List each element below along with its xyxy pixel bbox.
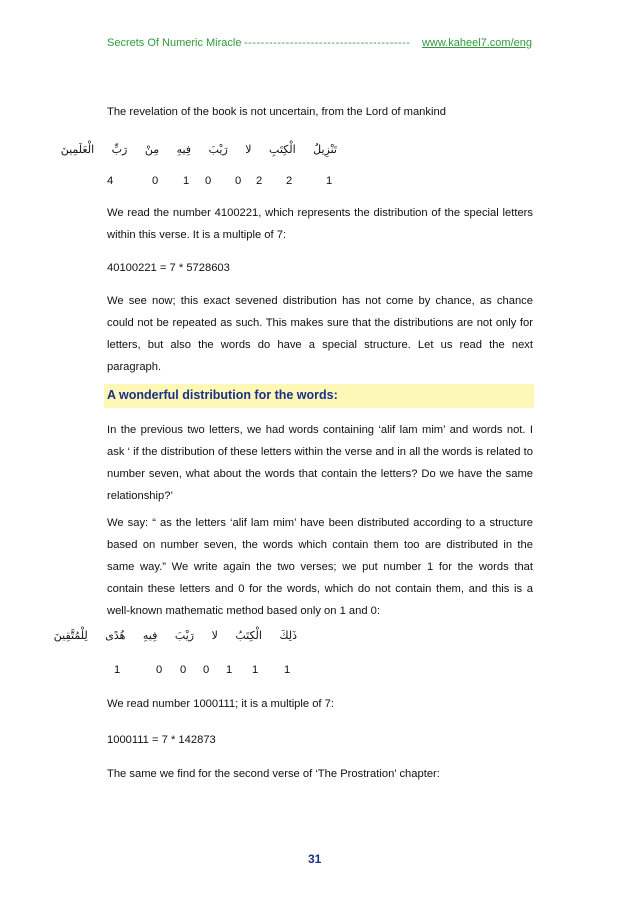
verse1-digit: 0 bbox=[235, 175, 242, 187]
verse1-digit: 0 bbox=[152, 175, 159, 187]
verse2-word-5: فِيهِ bbox=[142, 629, 158, 642]
verse2-digit: 0 bbox=[156, 664, 163, 676]
verse2-digit: 1 bbox=[226, 664, 233, 676]
verse1-digit: 2 bbox=[286, 175, 293, 187]
verse1-translation: The revelation of the book is not uncertain, from the Lord of mankind bbox=[107, 106, 446, 118]
verse2-digit: 1 bbox=[114, 664, 121, 676]
verse2-arabic bbox=[53, 629, 297, 642]
page-number: 31 bbox=[308, 852, 322, 866]
verse1-digit: 1 bbox=[326, 175, 333, 187]
paragraph-chance: We see now; this exact sevened distribution has not come by chance, as chance could not be repeated as such. This makes sure that the distributions are not only for letters, but also the words do have a special structure. Let us read the next paragraph. bbox=[107, 295, 533, 373]
verse1-word-8: الْعَلَمِينَ bbox=[60, 143, 95, 156]
verse1-digit: 1 bbox=[183, 175, 190, 187]
verse1-word-3: لا bbox=[245, 143, 252, 156]
verse1-word-1: تَنْزِيلُ bbox=[313, 143, 337, 156]
verse1-digit: 0 bbox=[205, 175, 212, 187]
paragraph-question: In the previous two letters, we had words containing ‘alif lam mim’ and words not. I ask ‘ if the distribution of these letters within the verse and in all the words is related to number seven, what about the words that contain the letters? Do we have the same relationship?’ bbox=[107, 424, 533, 502]
verse2-digit: 1 bbox=[252, 664, 259, 676]
verse1-word-4: رَيْبَ bbox=[208, 143, 228, 156]
verse2-word-6: هُدًى bbox=[105, 629, 126, 642]
verse1-word-6: مِنْ bbox=[144, 143, 160, 156]
paragraph-prostration: The same we find for the second verse of ‘The Prostration’ chapter: bbox=[107, 768, 440, 780]
verse1-arabic bbox=[60, 143, 337, 156]
paragraph-distribution: We read the number 4100221, which represents the distribution of the special letters within this verse. It is a multiple of 7: bbox=[107, 207, 533, 241]
verse1-digit: 4 bbox=[107, 175, 114, 187]
paragraph-answer: We say: “ as the letters ‘alif lam mim’ have been distributed according to a structure based on number seven, the words which contain them too are distributed in the same way.” We write again the two verses; we put number 1 for the words that contain these letters and 0 for the words, which do not contain them, and this is a well-known mathematic method based only on 1 and 0: bbox=[107, 517, 533, 617]
paragraph-multiple: We read number 1000111; it is a multiple of 7: bbox=[107, 698, 334, 710]
verse2-digit: 0 bbox=[180, 664, 187, 676]
header-title: Secrets Of Numeric Miracle bbox=[107, 37, 242, 49]
verse1-word-2: الْكِتَبِ bbox=[269, 143, 296, 156]
verse1-word-5: فِيهِ bbox=[176, 143, 192, 156]
verse2-word-1: ذَلِكَ bbox=[279, 629, 297, 642]
verse2-word-3: لا bbox=[211, 629, 218, 642]
verse2-word-2: الْكِتَبُ bbox=[235, 629, 262, 642]
section-heading: A wonderful distribution for the words: bbox=[107, 388, 338, 402]
page-header bbox=[107, 37, 532, 53]
verse2-word-4: رَيْبَ bbox=[174, 629, 195, 642]
verse2-digit: 1 bbox=[284, 664, 291, 676]
verse1-word-7: رَبِّ bbox=[111, 143, 128, 156]
verse2-word-7: لِلْمُتَّقِينَ bbox=[53, 629, 88, 642]
verse1-digit: 2 bbox=[256, 175, 263, 187]
equation-2: 1000111 = 7 * 142873 bbox=[107, 734, 216, 746]
header-url-link[interactable]: www.kaheel7.com/eng bbox=[421, 37, 532, 49]
header-dashes: ---------------------------------------- bbox=[244, 37, 411, 49]
verse2-digit: 0 bbox=[203, 664, 210, 676]
equation-1: 40100221 = 7 * 5728603 bbox=[107, 262, 230, 274]
